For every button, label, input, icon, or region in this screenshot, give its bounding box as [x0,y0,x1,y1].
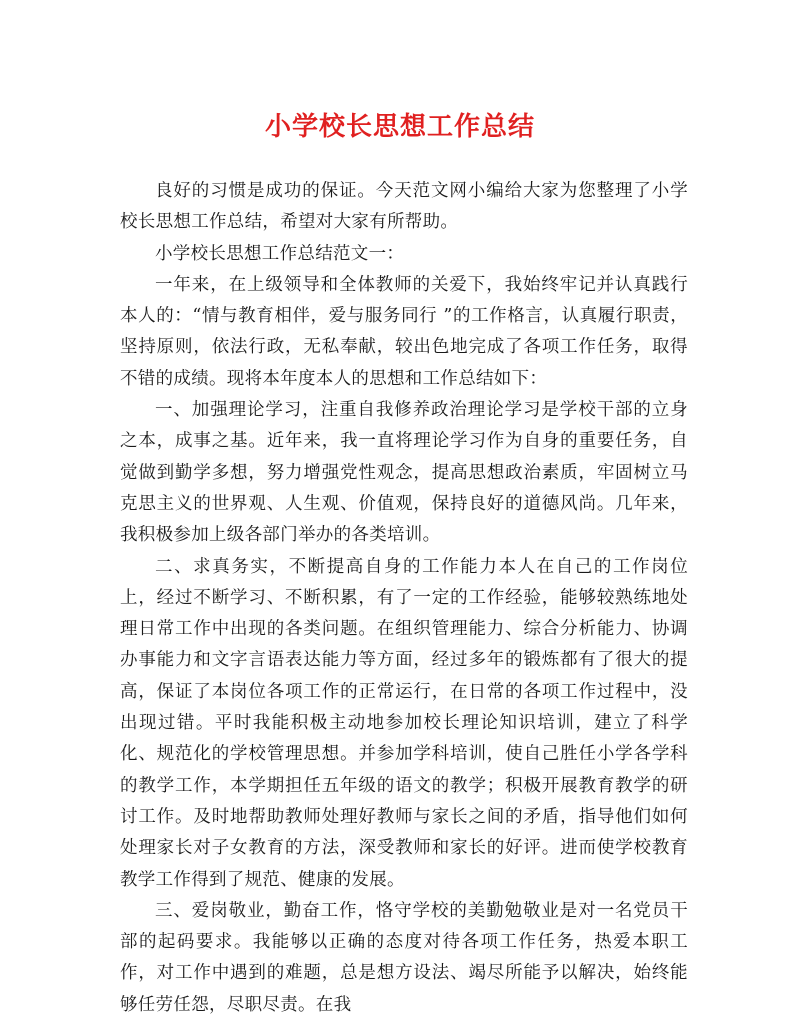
paragraph-overview: 一年来，在上级领导和全体教师的关爱下，我始终牢记并认真践行本人的：“情与教育相伴，爱与服务同行 ”的工作格言，认真履行职责，坚持原则，依法行政，无私奉献，较出色地完成了各项工作任务，取得不错的成绩。现将本年度本人的思想和工作总结如下： [120,274,688,389]
paragraph-section-three: 三、爱岗敬业，勤奋工作，恪守学校的美勤勉敬业是对一名党员干部的起码要求。我能够以正确的态度对待各项工作任务，热爱本职工作，对工作中遇到的难题，总是想方设法、竭尽所能予以解决，始终能够任劳任怨，尽职尽责。在我 [120,900,688,1015]
paragraph-section-two: 二、求真务实，不断提高自身的工作能力本人在自己的工作岗位上，经过不断学习、不断积累，有了一定的工作经验，能够较熟练地处理日常工作中出现的各类问题。在组织管理能力、综合分析能力、协调办事能力和文字言语表达能力等方面，经过多年的锻炼都有了很大的提高，保证了本岗位各项工作的正常运行，在日常的各项工作过程中，没出现过错。平时我能积极主动地参加校长理论知识培训，建立了科学化、规范化的学校管理思想。并参加学科培训，使自己胜任小学各学科的教学工作，本学期担任五年级的语文的教学；积极开展教育教学的研讨工作。及时地帮助教师处理好教师与家长之间的矛盾，指导他们如何处理家长对子女教育的方法，深受教师和家长的好评。进而使学校教育教学工作得到了规范、健康的发展。 [120,556,688,890]
paragraph-sample-heading: 小学校长思想工作总结范文一： [155,243,405,264]
paragraph-intro: 良好的习惯是成功的保证。今天范文网小编给大家为您整理了小学校长思想工作总结，希望对大家有所帮助。 [120,181,688,233]
document-body [120,176,688,1021]
document-title: 小学校长思想工作总结 [264,112,535,142]
paragraph-section-one: 一、加强理论学习，注重自我修养政治理论学习是学校干部的立身之本，成事之基。近年来，我一直将理论学习作为自身的重要任务，自觉做到勤学多想，努力增强党性观念，提高思想政治素质，牢固树立马克思主义的世界观、人生观、价值观，保持良好的道德风尚。几年来，我积极参加上级各部门举办的各类培训。 [120,400,688,546]
